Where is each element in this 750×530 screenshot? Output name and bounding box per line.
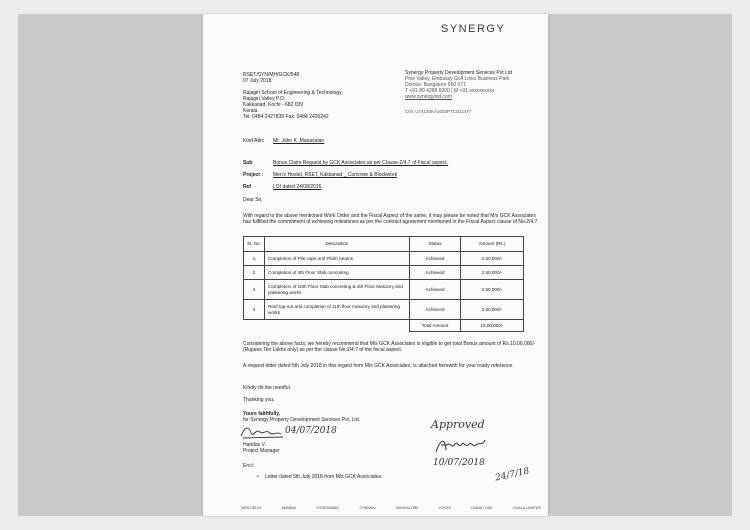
approved-note: Approved	[431, 418, 485, 431]
sender-website: www.synergyind.com	[405, 94, 452, 100]
cin-number: CIN: U74140KA2003PTC031477	[405, 109, 472, 114]
row-description: Roof top-out and completion of 11th floor masonry and plastering works	[265, 300, 410, 320]
letter-date: 07 July 2018	[243, 78, 272, 84]
row-no: 1	[244, 252, 265, 266]
approved-date-secondary: 24/7/18	[494, 466, 531, 484]
row-status: Achieved	[410, 280, 461, 300]
header-sl-no: Sl. No.	[244, 237, 265, 252]
footer-city: CHENNAI	[359, 506, 376, 510]
approval-signature-mark	[433, 436, 503, 456]
total-amount: 10,00,000/-	[461, 320, 524, 332]
footer-city: NEW DELHI	[241, 506, 261, 510]
footer-city: MUMBAI	[281, 506, 296, 510]
header-status: Status	[410, 237, 461, 252]
row-amount: 2,50,000/-	[461, 300, 524, 320]
ref-label: Ref	[243, 184, 252, 190]
enclosure-label: Encl:	[243, 463, 255, 469]
closing-organisation: for Synergy Property Development Services Pvt. Ltd.	[243, 417, 360, 423]
body-paragraph-4: Kindly do the needful.	[243, 385, 292, 391]
ref-text: LOI dated 24/08/2016	[273, 184, 322, 190]
approved-date: 10/07/2018	[433, 458, 485, 468]
table-row	[244, 252, 524, 266]
synergy-logo: SYNERGY	[441, 23, 506, 35]
recipient-line-4: Kerala.	[243, 108, 259, 114]
body-paragraph-1: With regard to the above mentioned Work Order and the Fiscal Aspect of the same, it may please be noted that M/s GCK Associates has fulfilled the commitment of achieving milestones as per the contract agreement mentioned in the Fiscal Aspect clause of No.2/4.7.	[243, 213, 539, 226]
thanking-line: Thanking you,	[243, 397, 275, 403]
footer-city: KUALA LUMPUR	[513, 506, 541, 510]
row-status: Achieved	[410, 300, 461, 320]
kind-attn-name: Mr. John K. Manavalan	[273, 138, 325, 144]
project-label: Project :	[243, 172, 264, 178]
sender-line-1: Synergy Property Development Services Pvt Ltd	[405, 70, 512, 76]
row-amount: 2,50,000/-	[461, 266, 524, 280]
row-amount: 2,50,000/-	[461, 280, 524, 300]
footer-city: HYDERABAD	[316, 506, 339, 510]
row-description: Completion of 10th Floor Slab concreting & 4th Floor Masonry and plastering works	[265, 280, 410, 300]
salutation: Dear Sir,	[243, 197, 263, 203]
closing-line: Yours faithfully,	[243, 411, 281, 417]
recipient-line-1: Rajagiri School of Engineering & Technology	[243, 90, 342, 96]
subject-text: Bonus Claim Request by GCK Associates as per Clause-2/4.7 of Fiscal aspect.	[273, 160, 449, 166]
header-description: Description	[265, 237, 410, 252]
table-row	[244, 266, 524, 280]
body-paragraph-2: Considering the above facts, we hereby recommend that M/s GCK Associates is eligible to get total Bonus amount of Rs.10,00,000/- (Rupees Ten Lakhs only) as per the clause No.2/4.7 of the fiscal aspect.	[243, 341, 536, 354]
row-description: Completion of 4th Floor Slab concreting	[265, 266, 410, 280]
table-total-row	[244, 320, 524, 332]
document-page	[203, 14, 548, 516]
row-no: 4	[244, 300, 265, 320]
reference-number: RSET/SYN/MH/GCK/548	[243, 72, 300, 78]
sender-line-2: Pine Valley, Embassy Golf Links Business Park	[405, 76, 510, 82]
row-status: Achieved	[410, 266, 461, 280]
milestone-table	[243, 236, 524, 332]
sender-line-3: Domlur, Bangalore 560 071	[405, 82, 466, 88]
total-label: Total Amount	[410, 320, 461, 332]
row-no: 2	[244, 266, 265, 280]
enclosure-text: Letter dated 5th July 2018 from M/s GCK Associates.	[265, 474, 383, 480]
project-text: Men's Hostel, RSET, Kakkanad _ Concrete & Blockwork	[273, 172, 398, 178]
row-no: 3	[244, 280, 265, 300]
footer-city: KOCHI	[439, 506, 451, 510]
body-paragraph-3: A request letter dated 5th July 2018 in this regard from M/s GCK Associates, is attached herewith for your ready reference.	[243, 363, 514, 369]
row-description: Completion of Pile caps and Plinth beams	[265, 252, 410, 266]
header-amount: Amount (Rs.)	[461, 237, 524, 252]
table-row	[244, 280, 524, 300]
sender-line-4: T +91 80 4288 6000 | M +91 xxxxxxxxxx	[405, 88, 495, 94]
recipient-line-2: Rajagiri Valley P.O.	[243, 96, 286, 102]
kind-attn-label: Kind Attn:	[243, 138, 265, 144]
table-header-row	[244, 237, 524, 252]
signatory-title: Project Manager	[243, 448, 280, 454]
enclosure-bullet: •	[257, 474, 259, 480]
row-amount: 2,50,000/-	[461, 252, 524, 266]
row-status: Achieved	[410, 252, 461, 266]
recipient-line-5: Tel: 0484 2427835 Fax: 0484 2426242	[243, 114, 329, 120]
table-row	[244, 300, 524, 320]
signatory-name: Haridas V.	[243, 442, 266, 448]
footer-city: DUBAI / UAE	[471, 506, 493, 510]
subject-label: Sub	[243, 160, 253, 166]
signature-date: 04/07/2018	[285, 426, 337, 436]
footer-city: BANGALORE	[396, 506, 419, 510]
recipient-line-3: Kakkanad, Kochi - 682 039	[243, 102, 304, 108]
footer-cities	[241, 506, 541, 510]
